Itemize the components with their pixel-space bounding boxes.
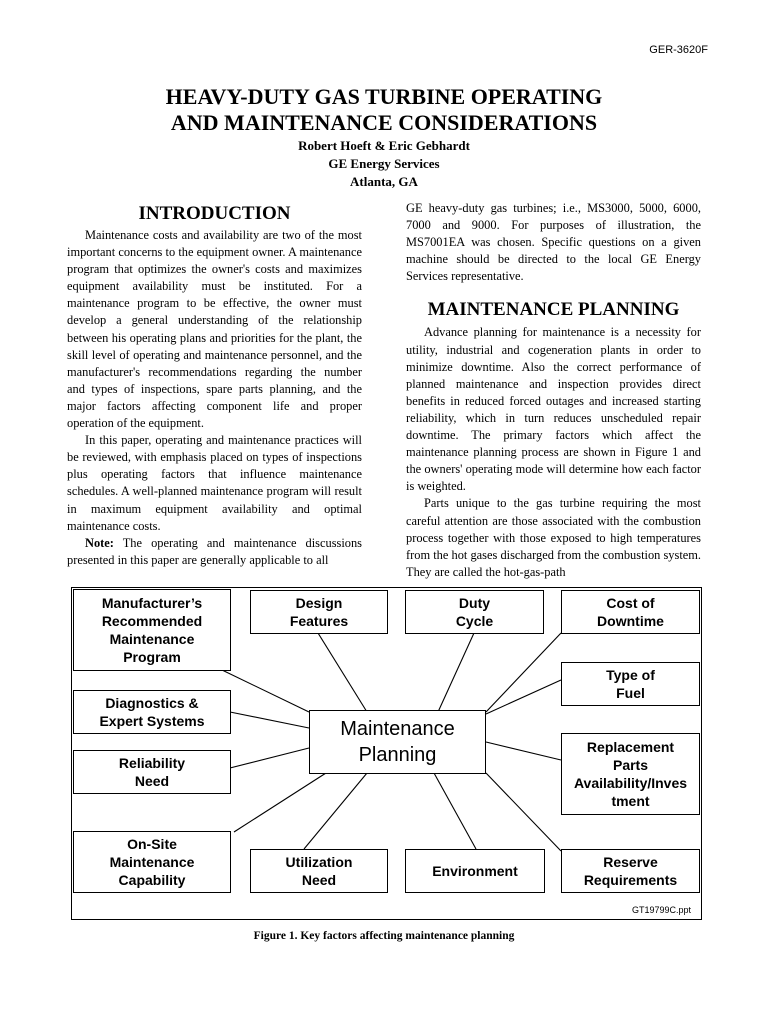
title-line-2: AND MAINTENANCE CONSIDERATIONS	[170, 110, 598, 135]
figure-caption: Figure 1. Key factors affecting maintenance planning	[253, 930, 515, 942]
paper-title	[0, 84, 768, 136]
on-site-maintenance-box: On-Site Maintenance Capability	[73, 831, 231, 893]
author-block	[0, 137, 768, 191]
planning-paragraph-1: Advance planning for maintenance is a necessity for utility, industrial and cogeneration plants in order to minimize downtime. Also the correct performance of planned maintenance and inspection provides direct benefits in reduced forced outages and increased starting reliability, which in turn reduces unscheduled repair downtime. The primary factors which affect the maintenance planning process are shown in Figure 1 and the owners' operating mode will determine how each factor is weighted.	[406, 325, 701, 494]
reliability-need-box: Reliability Need	[73, 750, 231, 794]
connector-duty	[438, 633, 474, 712]
connector-replacement	[486, 742, 561, 760]
connector-environment	[434, 773, 476, 849]
location: Atlanta, GA	[350, 174, 418, 189]
replacement-parts-box: Replacement Parts Availability/Inves tment	[561, 733, 700, 815]
document-id: GER-3620F	[649, 44, 708, 56]
note-text: The operating and maintenance discussions presented in this paper are generally applicable to all	[67, 535, 362, 567]
connector-design	[318, 633, 367, 712]
diagnostics-expert-systems-box: Diagnostics & Expert Systems	[73, 690, 231, 734]
left-column	[67, 202, 362, 569]
title-line-1: HEAVY-DUTY GAS TURBINE OPERATING	[165, 84, 603, 109]
cost-of-downtime-box: Cost of Downtime	[561, 590, 700, 634]
figure-1-diagram	[71, 587, 702, 920]
organization: GE Energy Services	[328, 156, 440, 171]
intro-paragraph-1: Maintenance costs and availability are two of the most important concerns to the equipment owner. A maintenance program that optimizes the owner's costs and maximizes equipment availability must be instituted. For a maintenance program to be effective, the owner must develop a general understanding of the relationship between his operating plans and priorities for the plant, the skill level of operating and maintenance personnel, and the manufacturer's recommendations regarding the number and types of inspections, spare parts planning, and the major factors affecting component life and proper operation of the equipment.	[67, 228, 362, 431]
manufacturer-recommended-box: Manufacturer’s Recommended Maintenance Program	[73, 589, 231, 671]
type-of-fuel-box: Type of Fuel	[561, 662, 700, 706]
connector-cost	[486, 633, 561, 712]
connector-reserve	[486, 773, 561, 851]
connector-utilization	[304, 773, 367, 849]
intro-continuation: GE heavy-duty gas turbines; i.e., MS3000, 5000, 6000, 7000 and 9000. For purposes of illustration, the MS7001EA was chosen. Specific questions on a given machine should be directed to the local GE Energy Services representative.	[406, 201, 701, 284]
authors: Robert Hoeft & Eric Gebhardt	[298, 138, 470, 153]
intro-paragraph-2: In this paper, operating and maintenance practices will be reviewed, with emphasis placed on types of inspections plus operating factors that influence maintenance schedules. A well-planned maintenance program will result in maximum equipment availability and optimal maintenance costs.	[67, 433, 362, 533]
duty-cycle-box: Duty Cycle	[405, 590, 544, 634]
planning-paragraph-2: Parts unique to the gas turbine requiring the most careful attention are those associated with the combustion process together with those exposed to high temperatures from the hot gases discharged from the combustion system. They are called the hot-gas-path	[406, 496, 701, 579]
connector-manufacturer	[222, 670, 309, 712]
right-column	[406, 200, 701, 581]
utilization-need-box: Utilization Need	[250, 849, 388, 893]
design-features-box: Design Features	[250, 590, 388, 634]
intro-note-paragraph	[67, 535, 362, 569]
environment-box: Environment	[405, 849, 545, 893]
connector-fuel	[486, 680, 561, 714]
reserve-requirements-box: Reserve Requirements	[561, 849, 700, 893]
introduction-heading: INTRODUCTION	[138, 203, 291, 224]
connector-diagnostics	[230, 712, 309, 728]
maintenance-planning-heading: MAINTENANCE PLANNING	[427, 299, 680, 321]
note-label: Note:	[85, 535, 114, 550]
figure-file-reference: GT19799C.ppt	[631, 905, 691, 915]
maintenance-planning-center-box: Maintenance Planning	[309, 710, 486, 774]
connector-reliability	[222, 748, 309, 770]
connector-onsite	[234, 773, 326, 832]
